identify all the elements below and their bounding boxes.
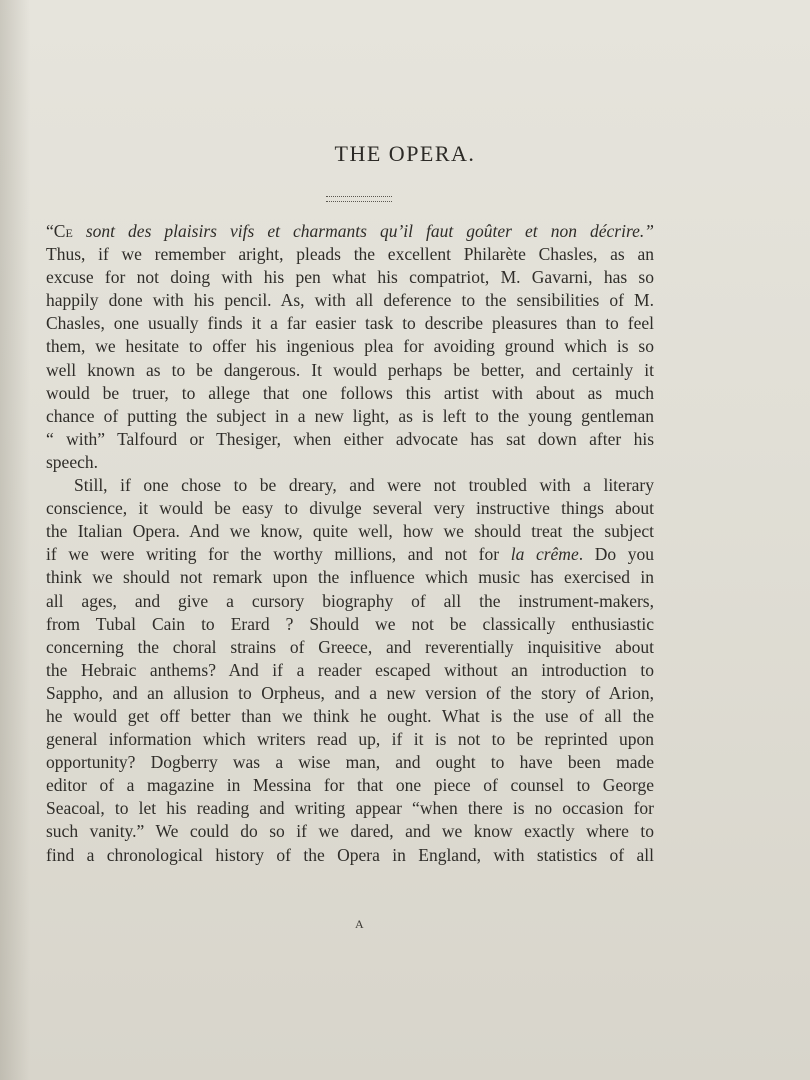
text-line: the Hebraic anthems? And if a reader escaped without an introduction to: [46, 659, 654, 680]
text-line: well known as to be dangerous. It would perhaps be better, and certainly it: [46, 359, 654, 380]
text-line: them, we hesitate to offer his ingenious plea for avoiding ground which is so: [46, 336, 654, 357]
text-line: chance of putting the subject in a new light, as is left to the young gentleman: [46, 405, 654, 426]
text-line: Still, if one chose to be dreary, and were not troubled with a literary: [74, 475, 654, 496]
text-line: Seacoal, to let his reading and writing appear “when there is no occasion for: [46, 798, 654, 819]
signature-mark: A: [355, 917, 364, 931]
text-line: from Tubal Cain to Erard ? Should we not be classically enthusiastic: [46, 613, 654, 634]
text-line: Chasles, one usually finds it a far easier task to describe pleasures than to feel: [46, 313, 654, 334]
text-line: Thus, if we remember aright, pleads the excellent Philarète Chasles, as an: [46, 244, 654, 265]
text-line: such vanity.” We could do so if we dared, and we know exactly where to: [46, 821, 654, 842]
text-line: “Ce sont des plaisirs vifs et charmants qu’il faut goûter et non décrire.”: [46, 221, 654, 241]
page-title: THE OPERA.: [334, 141, 476, 166]
text-line: “ with” Talfourd or Thesiger, when either advocate has sat down after his: [46, 428, 654, 449]
text-line: concerning the choral strains of Greece, and reverentially inquisitive about: [46, 636, 654, 657]
text-line: find a chronological history of the Opera in England, with statistics of all: [46, 844, 654, 865]
text-line: opportunity? Dogberry was a wise man, and ought to have been made: [46, 752, 654, 773]
body-text: [46, 220, 654, 867]
text-line: the Italian Opera. And we know, quite well, how we should treat the subject: [46, 521, 654, 542]
title-ornament-rule: [326, 196, 392, 202]
text-line: excuse for not doing with his pen what his compatriot, M. Gavarni, has so: [46, 267, 654, 288]
text-line: speech.: [46, 451, 98, 472]
text-line: Sappho, and an allusion to Orpheus, and a new version of the story of Arion,: [46, 682, 654, 703]
text-line: think we should not remark upon the influence which music has exercised in: [46, 567, 654, 588]
text-line: if we were writing for the worthy millions, and not for la crême. Do you: [46, 544, 654, 565]
text-line: all ages, and give a cursory biography of all the instrument-makers,: [46, 590, 654, 611]
text-line: he would get off better than we think he ought. What is the use of all the: [46, 705, 654, 726]
text-line: editor of a magazine in Messina for that one piece of counsel to George: [46, 775, 654, 796]
text-line: would be truer, to allege that one follows this artist with about as much: [46, 382, 654, 403]
text-line: general information which writers read up, if it is not to be reprinted upon: [46, 729, 654, 750]
text-line: happily done with his pencil. As, with all deference to the sensibilities of M.: [46, 290, 654, 311]
text-line: conscience, it would be easy to divulge several very instructive things about: [46, 498, 654, 519]
